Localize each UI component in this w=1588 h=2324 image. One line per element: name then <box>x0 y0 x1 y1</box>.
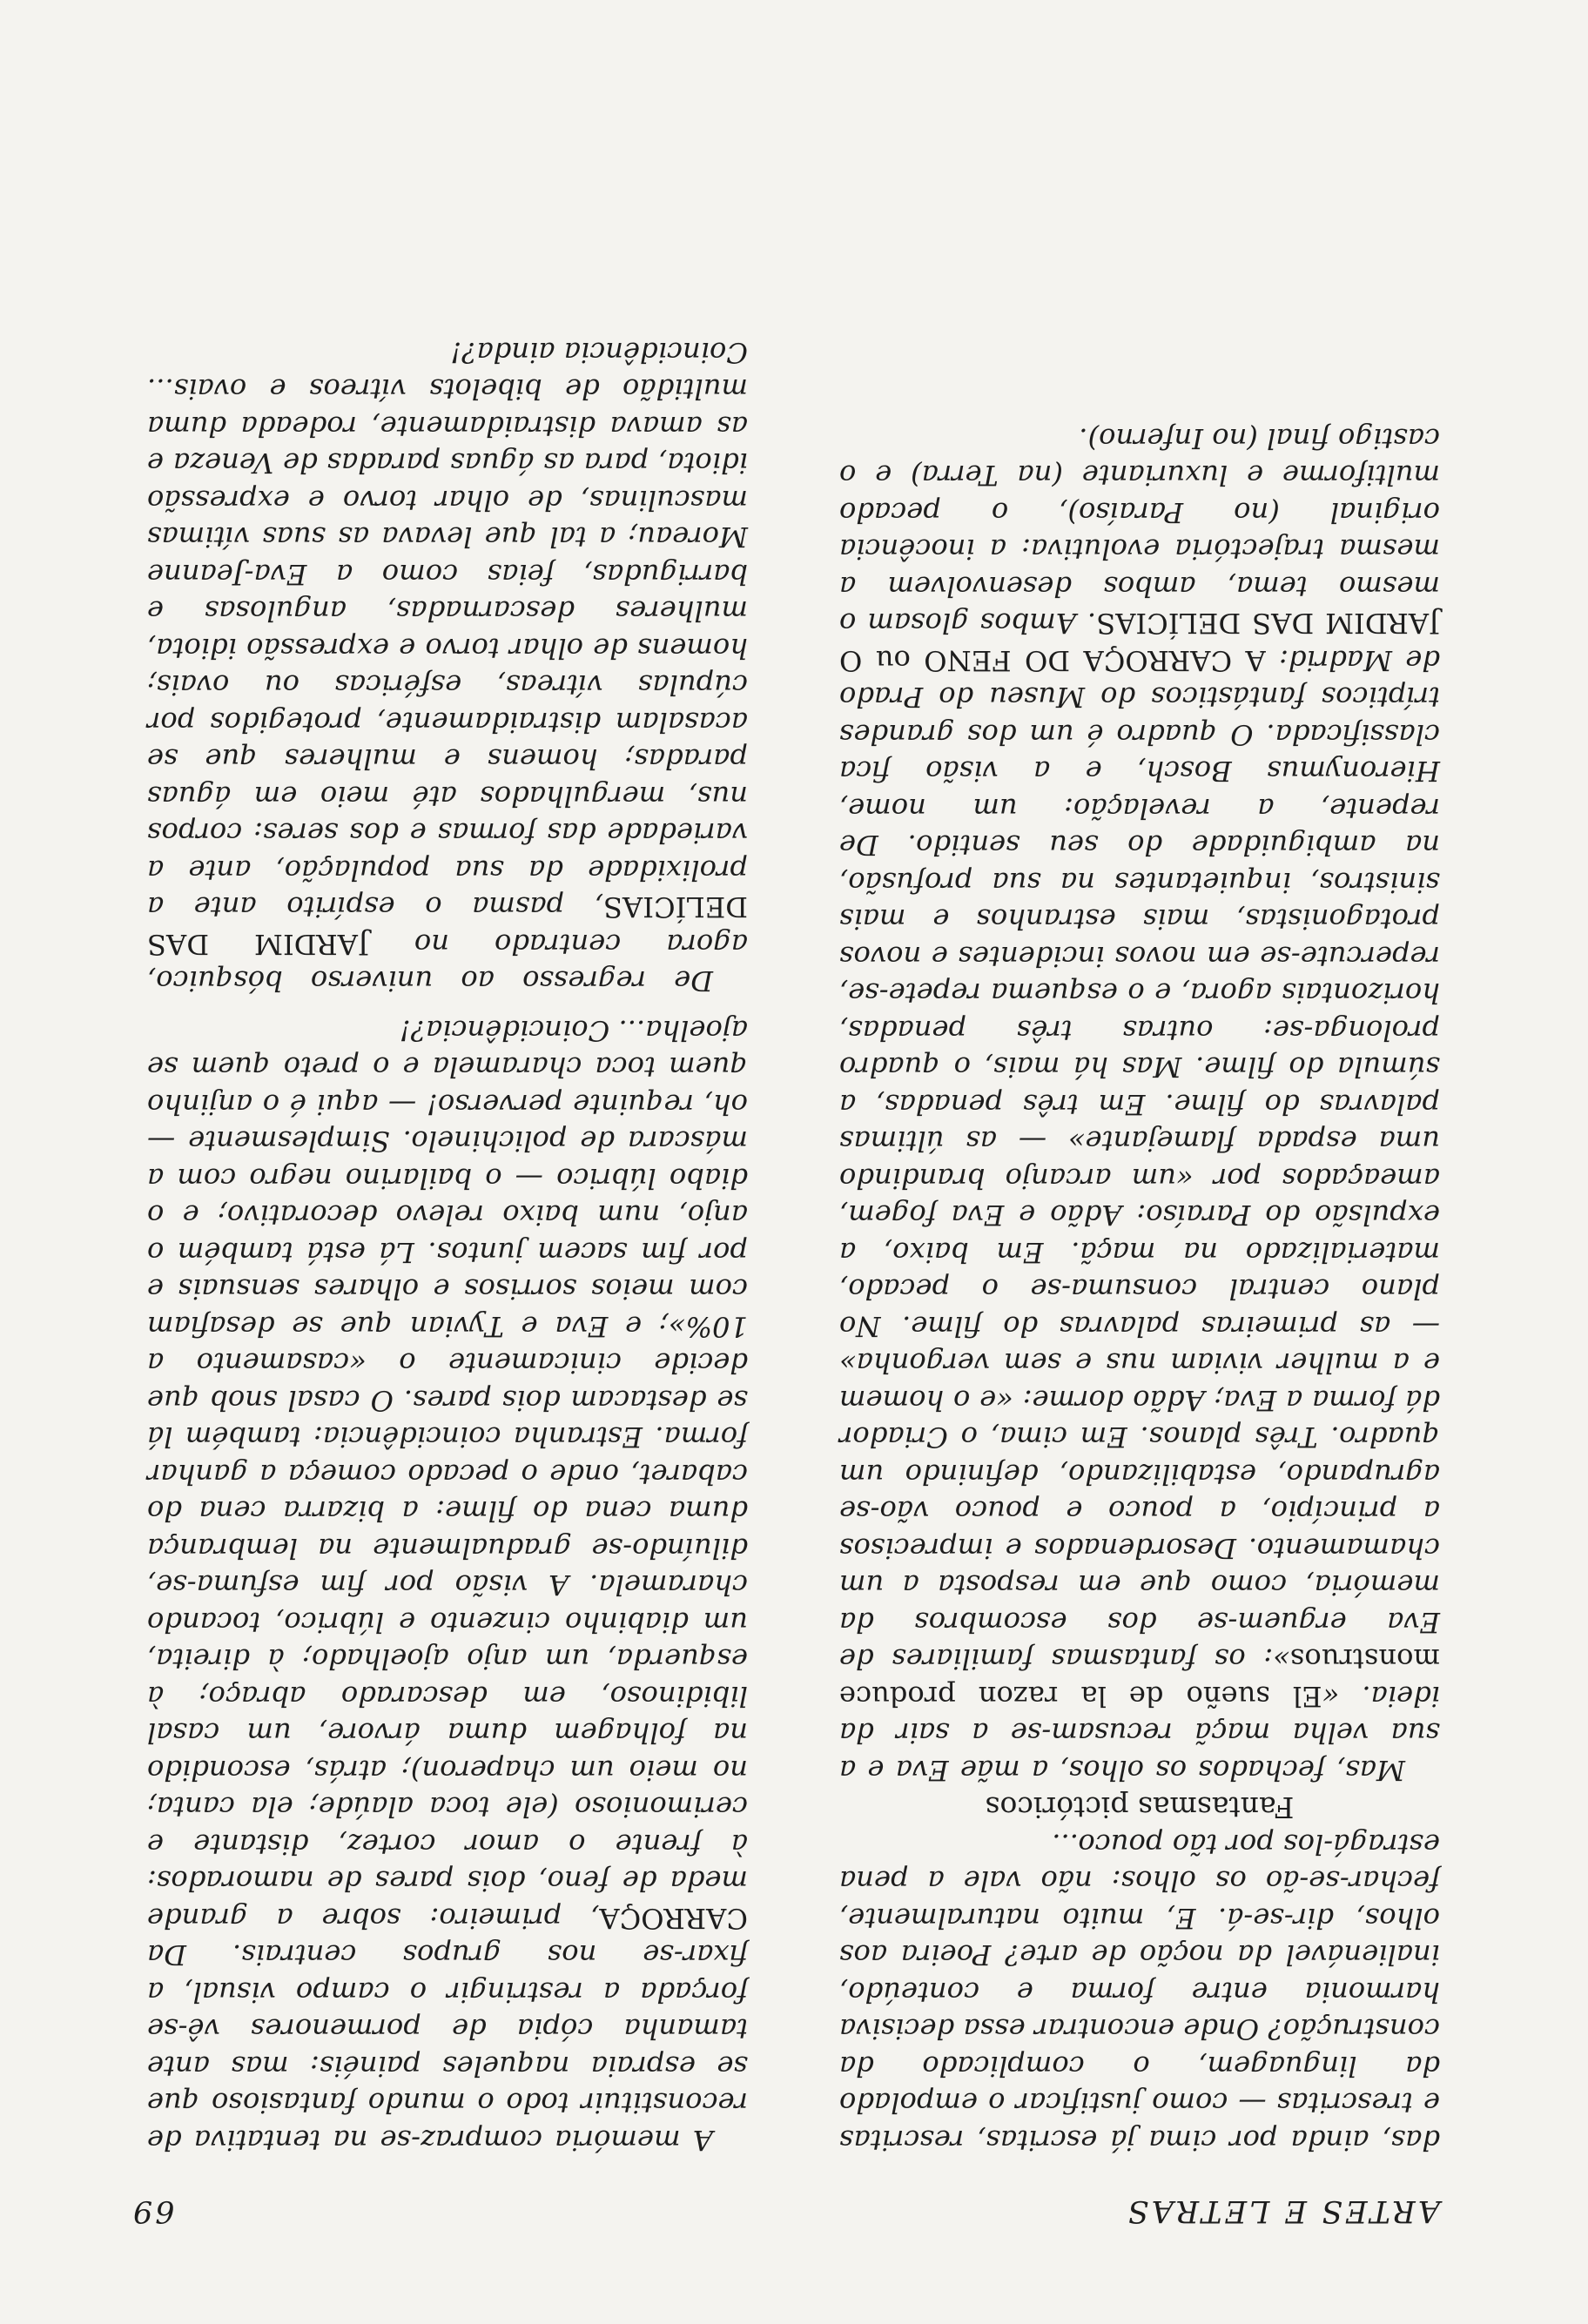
left-column <box>839 420 1440 2159</box>
right-column <box>147 334 748 2159</box>
page-number: 69 <box>131 2193 175 2228</box>
paragraph <box>147 1012 748 2159</box>
paragraph <box>147 334 748 1000</box>
paragraph: das, ainda por cima já escritas, rescritas e trescritas — como justificar o empolado da linguagem, o complicado da construção? Onde encontrar essa decisiva harmonia entre forma e conteúdo, inalienável da noção de arte? Poeira aos olhos, dir-se-á. E, muito naturalmente, fechar-se-ão os olhos: não vale a pena estragá-los por tão pouco... <box>839 1828 1440 2157</box>
paragraph-gap <box>147 1000 748 1012</box>
quoted-title: El sueño de la razon produce monstruos <box>839 1642 1440 1713</box>
text-run: . Ambos glosam o mesmo tema, ambos desenvolvem a mesma trajectória evolutiva: a inocência original (no Paraíso), o pecado multiforme e luxuriante (na Terra) e o castigo final (no Inferno). <box>839 422 1440 641</box>
text-run: A memória compraz-se na tentativa de reconstituir todo o mundo fantasioso que se espraia naqueles painéis: mas ante tamanha cópia de pormenores vê-se forçada a restringir o campo visual, a fixar-se nos grupos centrais. Da <box>147 1938 748 2157</box>
paragraph <box>839 420 1440 1790</box>
section-title: Fantasmas pictóricos <box>985 1790 1295 1825</box>
running-head-title: ARTES E LETRAS <box>1125 2193 1440 2228</box>
work-title: CARROÇA <box>599 1902 748 1935</box>
work-title: JARDIM DAS DELÍCIAS <box>147 890 748 961</box>
text-run: , primeiro: sobre a grande meda de feno, dois pares de namorados: à frente o amor cortez, distante e cerimonioso (ele toca alaúde; ela canta; no meio um chaperon); atrás, escondido na folhagem duma árvore, um casal libidinoso, em descarado abraço; à esquerda, um anjo ajoelhado; à direita, um diabinho cinzento e lúbrico, tocando charamela. A visão por fim esfuma-se, diluíndo-se gradualmente na lembrança duma cena do filme: a bizarra cena do cabaret, onde o pecado começa a ganhar forma. Estranha coincidência: também lá se destacam dois pares. O casal snob que decide cinicamente o «casamento a 10%»; e Eva e Tyvian que se desafiam com meios sorrisos e olhares sensuais e por fim sacem juntos. Lá está também o anjo, num baixo relevo decorativo; e o diabo lúbrico — o bailarino negro com a máscara de polichinelo. Simplesmente — oh, requinte perverso! — aqui é o anjinho quem toca charamela e o preto quem se ajoelha... Coincidência?! <box>147 1014 748 1935</box>
text-run: De regresso ao universo bósquico, agora centrado no <box>147 928 748 998</box>
running-head <box>131 2185 1440 2228</box>
work-titles: A CARROÇA DO FENO ou O JARDIM DAS DELÍCIAS <box>839 607 1440 677</box>
text-run: Mas, fechados os olhos, a mãe Eva e a sua velha maçã recusam-se a sair da ideia. « <box>839 1680 1440 1787</box>
text-run: »: os fantasmas familiares de Eva erguem-se dos escombros da memória, como que em resposta a um chamamento. Desordenados e imprecisos a princípio, a pouco e pouco vão-se agrupando, estabilizando, definindo um quadro. Três planos. Em cima, o Criador dá forma a Eva; Adão dorme: «e o homem e a mulher viviam nus e sem vergonha» — as primeiras palavras do filme. No plano central consuma-se o pecado, materializado na maçã. Em baixo, a expulsão do Paraíso: Adão e Eva fogem, ameaçados por «um arcanjo brandindo uma espada flamejante» — as últimas palavras do filme. Em três penadas, a súmula do filme. Mas há mais, o quadro prolonga-se: outras três penadas, horizontais agora, e o esquema repete-se, repercute-se em novos incidentes e novos protagonistas, mais estranhos e mais sinistros, inquietantes na sua profusão, na ambiguidade do seu sentido. De repente, a revelação: um nome, Hieronymus Bosch, e a visão fica classificada. O quadro é um dos grandes trípticos fantásticos do Museu do Prado de Madrid: <box>839 644 1440 1676</box>
text-run: , pasma o espírito ante a prolixidade da sua população, ante a variedade das formas e dos seres: corpos nus, mergulhados até meio em águas paradas; homens e mulheres que se acasalam distraidamente, protegidos por cúpulas vítreas, esféricas ou ovais; homens de olhar torvo e expressão idiota, mulheres descarnadas, angulosas e barrigudas, feias como a Eva-Jeanne Moreau; a tal que levava as suas vítimas masculinas, de olhar torvo e expressão idiota, para as águas paradas de Veneza e as amava distraidamente, rodeada duma multidão de bibelots vítreos e ovais... Coincidência ainda?! <box>147 336 748 924</box>
